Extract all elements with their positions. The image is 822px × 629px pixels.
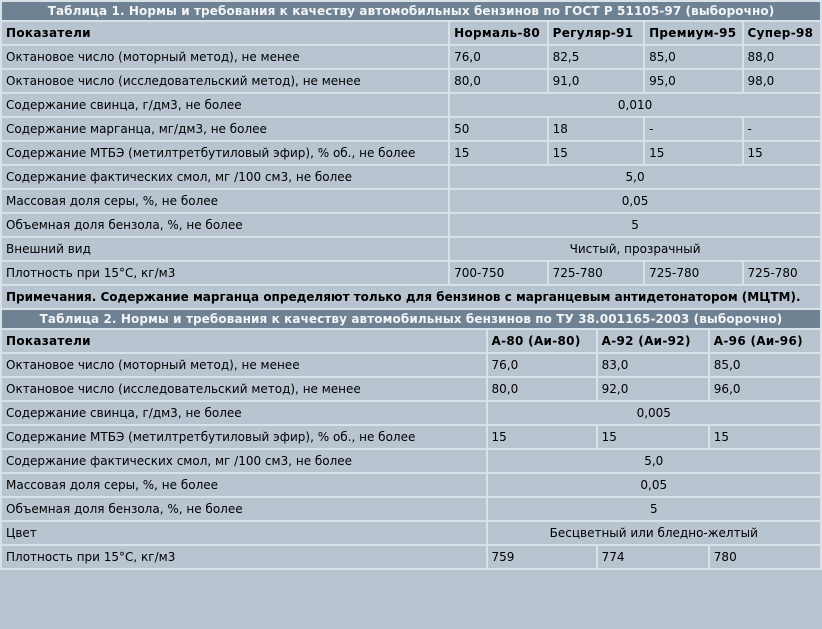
table-cell: 96,0 <box>710 378 820 400</box>
table1-caption: Таблица 1. Нормы и требования к качеству автомобильных бензинов по ГОСТ Р 51105-97 (выборочно) <box>2 2 820 20</box>
row-label: Октановое число (исследовательский метод), не менее <box>2 378 486 400</box>
table-row <box>2 426 820 448</box>
table1-header-cell: Регуляр-91 <box>549 22 643 44</box>
table-cell: - <box>744 118 820 140</box>
table-row <box>2 546 820 568</box>
table1-header-cell: Супер-98 <box>744 22 820 44</box>
table-cell: 80,0 <box>450 70 546 92</box>
merged-cell: 0,010 <box>450 94 820 116</box>
table-cell: 92,0 <box>598 378 708 400</box>
table-cell: 18 <box>549 118 643 140</box>
table-cell: 85,0 <box>645 46 741 68</box>
table-cell: 15 <box>549 142 643 164</box>
tu-table <box>0 308 822 570</box>
merged-cell: 0,05 <box>450 190 820 212</box>
row-label: Октановое число (моторный метод), не менее <box>2 354 486 376</box>
table-row <box>2 142 820 164</box>
table-cell: 85,0 <box>710 354 820 376</box>
table-cell: 780 <box>710 546 820 568</box>
row-label: Содержание марганца, мг/дм3, не более <box>2 118 448 140</box>
row-label: Плотность при 15°С, кг/м3 <box>2 546 486 568</box>
table-cell: 83,0 <box>598 354 708 376</box>
table1-note: Примечания. Содержание марганца определяют только для бензинов с марганцевым антидетонатором (МЦТМ). <box>2 286 820 308</box>
merged-cell: Бесцветный или бледно-желтый <box>488 522 820 544</box>
table-cell: 15 <box>710 426 820 448</box>
table1-header-cell: Премиум-95 <box>645 22 741 44</box>
table-cell: 80,0 <box>488 378 596 400</box>
table-cell: 774 <box>598 546 708 568</box>
table-row <box>2 450 820 472</box>
table-row <box>2 354 820 376</box>
row-label: Содержание свинца, г/дм3, не более <box>2 402 486 424</box>
table-row <box>2 166 820 188</box>
table-cell: 76,0 <box>450 46 546 68</box>
table1-header-cell: Показатели <box>2 22 448 44</box>
table-cell: 759 <box>488 546 596 568</box>
table-cell: 700-750 <box>450 262 546 284</box>
row-label: Содержание фактических смол, мг /100 см3, не более <box>2 166 448 188</box>
table-row <box>2 402 820 424</box>
merged-cell: 5,0 <box>488 450 820 472</box>
merged-cell: 5 <box>450 214 820 236</box>
table-row <box>2 474 820 496</box>
row-label: Массовая доля серы, %, не более <box>2 190 448 212</box>
table-cell: 725-780 <box>549 262 643 284</box>
table-cell: 15 <box>488 426 596 448</box>
row-label: Октановое число (исследовательский метод), не менее <box>2 70 448 92</box>
table-row <box>2 522 820 544</box>
table-row <box>2 378 820 400</box>
gost-table <box>0 0 822 310</box>
table-cell: 76,0 <box>488 354 596 376</box>
table2-header-cell: А-92 (Аи-92) <box>598 330 708 352</box>
row-label: Плотность при 15°С, кг/м3 <box>2 262 448 284</box>
row-label: Объемная доля бензола, %, не более <box>2 214 448 236</box>
table-row <box>2 70 820 92</box>
table-cell: 15 <box>450 142 546 164</box>
table-cell: - <box>645 118 741 140</box>
table-row <box>2 262 820 284</box>
merged-cell: 5 <box>488 498 820 520</box>
row-label: Октановое число (моторный метод), не менее <box>2 46 448 68</box>
table-cell: 98,0 <box>744 70 820 92</box>
table2-header-cell: А-96 (Аи-96) <box>710 330 820 352</box>
table2-header-row <box>2 330 820 352</box>
table2-header-cell: Показатели <box>2 330 486 352</box>
table-cell: 725-780 <box>744 262 820 284</box>
table-cell: 95,0 <box>645 70 741 92</box>
table-cell: 88,0 <box>744 46 820 68</box>
table1-header-row <box>2 22 820 44</box>
table-cell: 15 <box>598 426 708 448</box>
table2-caption: Таблица 2. Нормы и требования к качеству автомобильных бензинов по ТУ 38.001165-2003 (выборочно) <box>2 310 820 328</box>
table-cell: 725-780 <box>645 262 741 284</box>
row-label: Содержание МТБЭ (метилтретбутиловый эфир), % об., не более <box>2 142 448 164</box>
merged-cell: Чистый, прозрачный <box>450 238 820 260</box>
merged-cell: 5,0 <box>450 166 820 188</box>
table-cell: 15 <box>645 142 741 164</box>
merged-cell: 0,005 <box>488 402 820 424</box>
row-label: Содержание свинца, г/дм3, не более <box>2 94 448 116</box>
row-label: Внешний вид <box>2 238 448 260</box>
table-row <box>2 118 820 140</box>
row-label: Цвет <box>2 522 486 544</box>
table-row <box>2 46 820 68</box>
row-label: Содержание МТБЭ (метилтретбутиловый эфир), % об., не более <box>2 426 486 448</box>
table-cell: 91,0 <box>549 70 643 92</box>
table-row <box>2 238 820 260</box>
table-row <box>2 94 820 116</box>
table-row <box>2 498 820 520</box>
table-cell: 50 <box>450 118 546 140</box>
row-label: Содержание фактических смол, мг /100 см3, не более <box>2 450 486 472</box>
table2-header-cell: А-80 (Аи-80) <box>488 330 596 352</box>
table-cell: 15 <box>744 142 820 164</box>
merged-cell: 0,05 <box>488 474 820 496</box>
table-cell: 82,5 <box>549 46 643 68</box>
table1-header-cell: Нормаль-80 <box>450 22 546 44</box>
table-row <box>2 190 820 212</box>
row-label: Объемная доля бензола, %, не более <box>2 498 486 520</box>
row-label: Массовая доля серы, %, не более <box>2 474 486 496</box>
table-row <box>2 214 820 236</box>
